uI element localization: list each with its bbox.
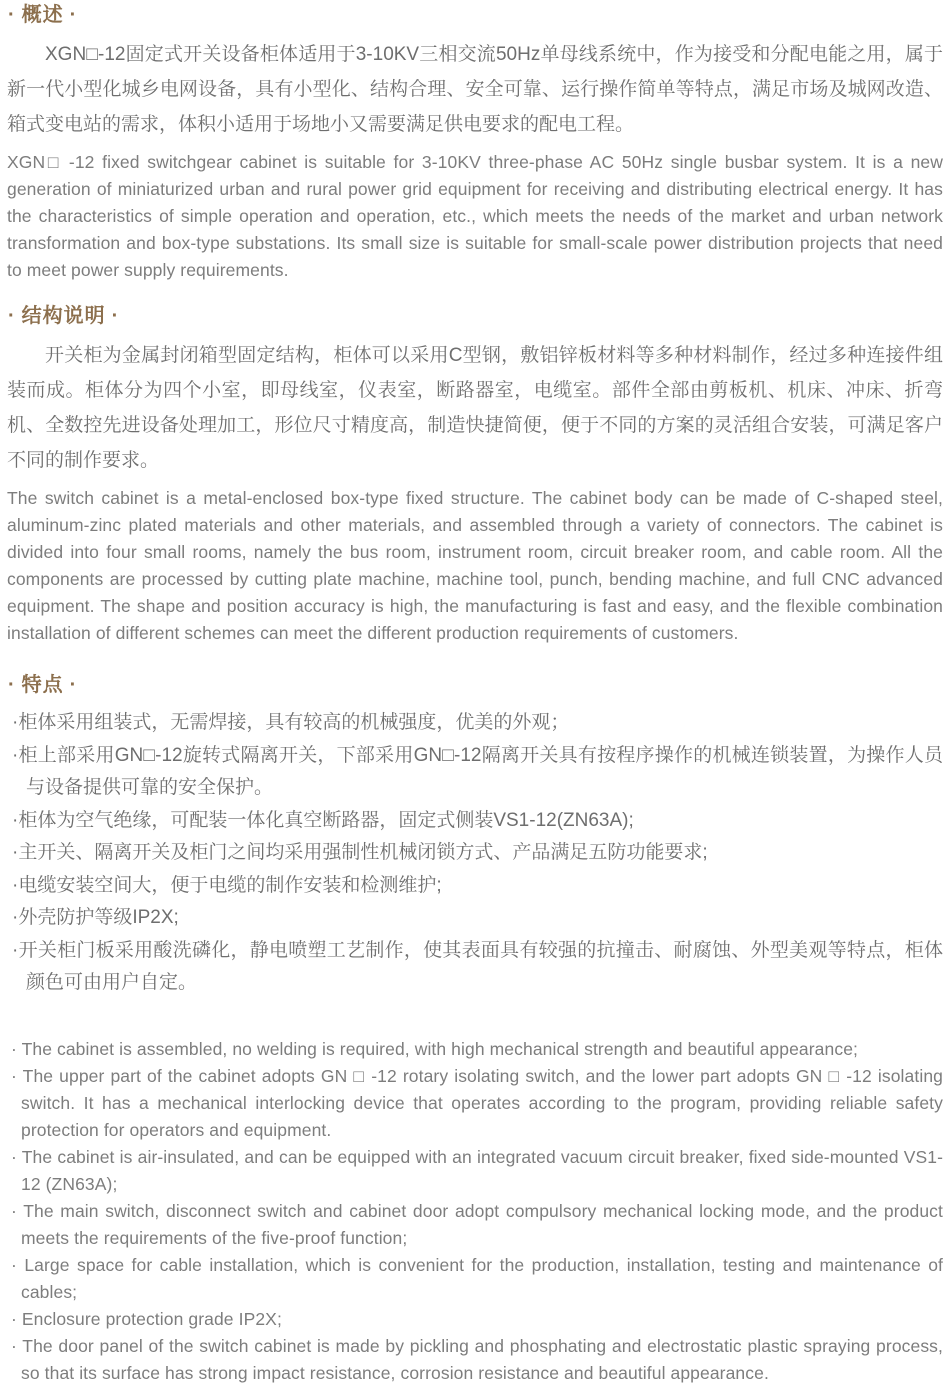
features-list-en xyxy=(7,1036,943,1387)
feature-item-en: · Large space for cable installation, which is convenient for the production, installation, testing and maintenance of cables; xyxy=(11,1254,943,1302)
section-header-overview xyxy=(7,3,943,27)
feature-item-zh: ·柜体采用组装式，无需焊接，具有较高的机械强度，优美的外观； xyxy=(12,712,570,733)
overview-paragraph-zh: XGN□-12固定式开关设备柜体适用于3-10KV三相交流50Hz单母线系统中，作为接受和分配电能之用，属于新一代小型化城乡电网设备，具有小型化、结构合理、安全可靠、运行操作简单等特点，满足市场及城网改造、箱式变电站的需求，体积小适用于场地小又需要满足供电要求的配电工程。 xyxy=(7,44,943,135)
feature-item-en: · The cabinet is assembled, no welding is required, with high mechanical strength and beautiful appearance; xyxy=(11,1038,858,1059)
feature-item-zh: ·柜上部采用GN□-12旋转式隔离开关，下部采用GN□-12隔离开关具有按程序操作的机械连锁装置，为操作人员与设备提供可靠的安全保护。 xyxy=(12,744,943,798)
features-list-zh xyxy=(7,707,943,1000)
section-header-structure xyxy=(7,304,943,328)
header-dot-icon: · xyxy=(69,4,78,26)
feature-item-zh: ·开关柜门板采用酸洗磷化，静电喷塑工艺制作，使其表面具有较强的抗撞击、耐腐蚀、外型美观等特点，柜体颜色可由用户自定。 xyxy=(12,939,943,993)
structure-paragraph-en: The switch cabinet is a metal-enclosed box-type fixed structure. The cabinet body can be made of C-shaped steel, aluminum-zinc plated materials and other materials, and assembled through a variety of connectors. The cabinet is divided into four small rooms, namely the bus room, instrument room, circuit breaker room, and cable room. All the components are processed by cutting plate machine, machine tool, punch, bending machine, and full CNC advanced equipment. The shape and position accuracy is high, the manufacturing is fast and easy, and the flexible combination installation of different schemes can meet the different production requirements of customers. xyxy=(7,488,943,643)
header-dot-icon: · xyxy=(8,4,16,26)
feature-item-zh: ·柜体为空气绝缘，可配装一体化真空断路器，固定式侧装VS1-12(ZN63A); xyxy=(12,809,634,831)
header-dot-icon: · xyxy=(111,305,120,327)
overview-paragraph-en: XGN□ -12 fixed switchgear cabinet is suitable for 3-10KV three-phase AC 50Hz single busbar system. It is a new generation of miniaturized urban and rural power grid equipment for receiving and distributing electrical energy. It has the characteristics of simple operation and operation, etc., which meets the needs of the market and urban network transformation and box-type substations. Its small size is suitable for small-scale power distribution projects that need to meet power supply requirements. xyxy=(7,152,943,280)
feature-item-en: · The cabinet is air-insulated, and can be equipped with an integrated vacuum circuit breaker, fixed side-mounted VS1-12 (ZN63A); xyxy=(11,1146,943,1194)
feature-item-en: · Enclosure protection grade IP2X; xyxy=(11,1308,282,1329)
section-title-overview: 概述 xyxy=(21,4,64,26)
feature-item-en: · The upper part of the cabinet adopts GN □ -12 rotary isolating switch, and the lower part adopts GN □ -12 isolating switch. It has a mechanical interlocking device that operates according to the program, providing reliable safety protection for operators and equipment. xyxy=(11,1065,943,1140)
header-dot-icon: · xyxy=(8,305,16,327)
header-dot-icon: · xyxy=(69,674,78,696)
section-header-features xyxy=(7,673,943,697)
feature-item-zh: ·主开关、隔离开关及柜门之间均采用强制性机械闭锁方式、产品满足五防功能要求; xyxy=(12,842,708,863)
feature-item-en: · The door panel of the switch cabinet is made by pickling and phosphating and electrostatic plastic spraying process, so that its surface has strong impact resistance, corrosion resistance and beautiful appearance. xyxy=(11,1335,943,1383)
feature-item-zh: ·电缆安装空间大，便于电缆的制作安装和检测维护; xyxy=(12,874,442,896)
section-title-structure: 结构说明 xyxy=(21,305,106,327)
feature-item-zh: ·外壳防护等级IP2X; xyxy=(12,907,179,928)
header-dot-icon: · xyxy=(8,674,16,696)
feature-item-en: · The main switch, disconnect switch and cabinet door adopt compulsory mechanical locking mode, and the product meets the requirements of the five-proof function; xyxy=(11,1200,943,1248)
section-title-features: 特点 xyxy=(21,674,64,696)
structure-paragraph-zh: 开关柜为金属封闭箱型固定结构，柜体可以采用C型钢，敷铝锌板材料等多种材料制作，经过多种连接件组装而成。柜体分为四个小室，即母线室，仪表室，断路器室，电缆室。部件全部由剪板机、机床、冲床、折弯机、全数控先进设备处理加工，形位尺寸精度高，制造快捷简便，便于不同的方案的灵活组合安装，可满足客户不同的制作要求。 xyxy=(7,345,943,471)
